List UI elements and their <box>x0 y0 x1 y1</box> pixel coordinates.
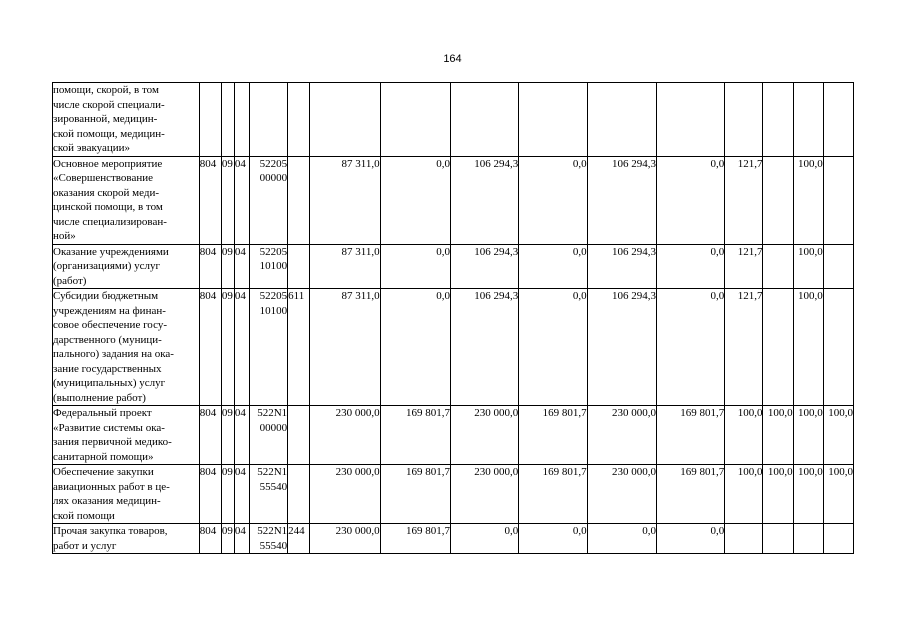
cell-rz: 09 <box>221 465 234 524</box>
cell-plan-2021: 106 294,3 <box>587 289 656 406</box>
name-line: оказания скорой меди- <box>53 186 160 199</box>
cell-pct-1: 100,0 <box>725 406 763 465</box>
cs-part: 522N1 <box>257 407 288 419</box>
cs-part: 00000 <box>259 172 288 184</box>
cell-grbs: 804 <box>199 406 221 465</box>
cs-part: 52205 <box>259 290 288 302</box>
cell-pct-1: 121,7 <box>725 156 763 244</box>
cell-rz <box>221 83 234 157</box>
cell-fed-plan-2020: 0,0 <box>519 244 587 289</box>
cell-cs <box>249 524 287 554</box>
name-line: помощи, скорой, в том <box>53 84 159 96</box>
name-line: зания первичной медико- <box>53 436 172 448</box>
cell-rz: 09 <box>221 244 234 289</box>
cell-plan-2019: 230 000,0 <box>310 524 380 554</box>
cell-pct-4: 100,0 <box>823 406 853 465</box>
cell-cs <box>249 244 287 289</box>
cell-fed-plan-2020: 0,0 <box>519 524 587 554</box>
cell-rz: 09 <box>221 406 234 465</box>
name-line: ской эвакуации» <box>53 142 131 154</box>
cell-vr <box>288 83 310 157</box>
cell-rz: 09 <box>221 289 234 406</box>
cell-pct-3 <box>793 83 823 157</box>
cell-pct-2 <box>763 289 793 406</box>
cell-pct-4 <box>823 83 853 157</box>
cell-pct-3: 100,0 <box>793 289 823 406</box>
cell-name <box>53 406 200 465</box>
cell-cs <box>249 83 287 157</box>
cell-grbs: 804 <box>199 465 221 524</box>
name-line: ской помощи <box>53 509 115 522</box>
cs-part: 10100 <box>259 304 288 317</box>
cell-plan-2020: 106 294,3 <box>450 156 518 244</box>
name-line: (организациями) услуг <box>53 260 161 272</box>
cell-grbs: 804 <box>199 244 221 289</box>
cell-plan-2020: 230 000,0 <box>450 465 518 524</box>
cell-pr: 04 <box>234 289 249 406</box>
cell-cs <box>249 156 287 244</box>
cs-part: 522N1 <box>257 525 288 537</box>
cs-part: 00000 <box>259 421 288 434</box>
cell-fed-plan-2021 <box>656 83 724 157</box>
cell-plan-2019: 87 311,0 <box>310 244 380 289</box>
name-line: пального) задания на ока- <box>53 348 174 360</box>
cell-vr: 611 <box>288 289 310 406</box>
cell-pct-2 <box>763 156 793 244</box>
cell-plan-2020: 230 000,0 <box>450 406 518 465</box>
cs-part: 55540 <box>259 480 288 493</box>
name-line: ной» <box>53 230 76 242</box>
cell-fed-plan-2020 <box>519 83 587 157</box>
cell-pct-2 <box>763 83 793 157</box>
name-line: Оказание учреждениями <box>53 245 169 258</box>
cell-plan-2020: 106 294,3 <box>450 289 518 406</box>
cell-pct-4 <box>823 289 853 406</box>
cell-pct-1: 121,7 <box>725 289 763 406</box>
name-line: (муниципальных) услуг <box>53 377 166 389</box>
table-row <box>53 156 854 244</box>
name-line: (работ) <box>53 274 87 287</box>
name-line: работ и услуг <box>53 539 117 552</box>
cell-pr: 04 <box>234 465 249 524</box>
cell-pct-3 <box>793 524 823 554</box>
cell-plan-2021: 230 000,0 <box>587 406 656 465</box>
table-row <box>53 465 854 524</box>
cell-fed-plan-2020: 169 801,7 <box>519 465 587 524</box>
cell-name <box>53 83 200 157</box>
cell-vr: 244 <box>288 524 310 554</box>
name-line: цинской помощи, в том <box>53 201 163 213</box>
name-line: дарственного (муници- <box>53 333 162 346</box>
cell-pr: 04 <box>234 524 249 554</box>
cell-plan-2021 <box>587 83 656 157</box>
cell-vr <box>288 156 310 244</box>
cell-fed-plan-2021: 0,0 <box>656 289 724 406</box>
cell-pct-3: 100,0 <box>793 156 823 244</box>
cell-cs <box>249 465 287 524</box>
cell-pct-1 <box>725 83 763 157</box>
cell-pct-1 <box>725 524 763 554</box>
cell-fed-plan-2020: 0,0 <box>519 289 587 406</box>
table-row <box>53 524 854 554</box>
page-number: 164 <box>443 53 462 65</box>
cell-fed-plan-2021: 169 801,7 <box>656 465 724 524</box>
cell-plan-2021: 106 294,3 <box>587 244 656 289</box>
name-line: лях оказания медицин- <box>53 495 161 507</box>
cell-plan-2021: 0,0 <box>587 524 656 554</box>
cell-name <box>53 244 200 289</box>
cell-pr <box>234 83 249 157</box>
cell-pct-4: 100,0 <box>823 465 853 524</box>
cell-pct-4 <box>823 156 853 244</box>
cell-grbs: 804 <box>199 524 221 554</box>
name-line: Обеспечение закупки <box>53 466 154 478</box>
table-row <box>53 244 854 289</box>
cell-rz: 09 <box>221 156 234 244</box>
name-line: ской помощи, медицин- <box>53 127 165 140</box>
cell-cs <box>249 289 287 406</box>
table-body <box>53 83 854 554</box>
name-line: (выполнение работ) <box>53 391 146 404</box>
budget-table <box>52 82 854 554</box>
cell-grbs: 804 <box>199 289 221 406</box>
name-line: числе специализирован- <box>53 215 167 228</box>
name-line: зированной, медицин- <box>53 113 158 125</box>
cs-part: 10100 <box>259 260 288 272</box>
cell-plan-2021: 106 294,3 <box>587 156 656 244</box>
cell-plan-2021: 230 000,0 <box>587 465 656 524</box>
cell-pct-2: 100,0 <box>763 465 793 524</box>
cell-fed-plan-2019: 169 801,7 <box>380 524 450 554</box>
cell-pct-1: 100,0 <box>725 465 763 524</box>
cell-fed-plan-2019: 169 801,7 <box>380 406 450 465</box>
cell-fed-plan-2019: 0,0 <box>380 289 450 406</box>
cell-grbs <box>199 83 221 157</box>
cell-name <box>53 524 200 554</box>
cell-grbs: 804 <box>199 156 221 244</box>
name-line: Субсидии бюджетным <box>53 290 159 302</box>
table-row <box>53 83 854 157</box>
cell-fed-plan-2021: 0,0 <box>656 524 724 554</box>
cell-pr: 04 <box>234 244 249 289</box>
cell-name <box>53 156 200 244</box>
cell-plan-2019: 230 000,0 <box>310 465 380 524</box>
cell-name <box>53 289 200 406</box>
name-line: Прочая закупка товаров, <box>53 525 168 537</box>
name-line: зание государственных <box>53 362 162 375</box>
name-line: Основное мероприятие <box>53 157 163 170</box>
cell-fed-plan-2021: 0,0 <box>656 156 724 244</box>
cell-plan-2019: 87 311,0 <box>310 156 380 244</box>
cell-pct-2: 100,0 <box>763 406 793 465</box>
table-row <box>53 406 854 465</box>
cell-pct-2 <box>763 244 793 289</box>
cell-plan-2019: 87 311,0 <box>310 289 380 406</box>
cell-pct-2 <box>763 524 793 554</box>
cell-plan-2020: 106 294,3 <box>450 244 518 289</box>
cell-pr: 04 <box>234 156 249 244</box>
cell-rz: 09 <box>221 524 234 554</box>
name-line: авиационных работ в це- <box>53 480 170 493</box>
cell-pct-3: 100,0 <box>793 244 823 289</box>
cs-part: 52205 <box>259 157 288 170</box>
cell-plan-2020: 0,0 <box>450 524 518 554</box>
cell-pct-3: 100,0 <box>793 465 823 524</box>
name-line: совое обеспечение госу- <box>53 319 167 331</box>
cell-plan-2020 <box>450 83 518 157</box>
cell-fed-plan-2019: 0,0 <box>380 244 450 289</box>
cell-name <box>53 465 200 524</box>
name-line: «Совершенствование <box>53 172 153 184</box>
cell-fed-plan-2021: 169 801,7 <box>656 406 724 465</box>
cell-cs <box>249 406 287 465</box>
cell-pct-3: 100,0 <box>793 406 823 465</box>
cell-fed-plan-2019: 169 801,7 <box>380 465 450 524</box>
name-line: санитарной помощи» <box>53 450 154 463</box>
name-line: учреждениям на финан- <box>53 304 166 317</box>
name-line: «Развитие системы ока- <box>53 421 165 434</box>
cs-part: 52205 <box>259 245 288 258</box>
cell-fed-plan-2021: 0,0 <box>656 244 724 289</box>
cell-plan-2019: 230 000,0 <box>310 406 380 465</box>
cs-part: 522N1 <box>257 466 288 478</box>
cell-pct-4 <box>823 244 853 289</box>
cell-pct-4 <box>823 524 853 554</box>
cell-fed-plan-2020: 0,0 <box>519 156 587 244</box>
name-line: числе скорой специали- <box>53 98 165 111</box>
cell-pct-1: 121,7 <box>725 244 763 289</box>
table-row <box>53 289 854 406</box>
cell-vr <box>288 244 310 289</box>
name-line: Федеральный проект <box>53 407 152 419</box>
cell-pr: 04 <box>234 406 249 465</box>
cs-part: 55540 <box>259 539 288 552</box>
cell-vr <box>288 465 310 524</box>
cell-fed-plan-2019: 0,0 <box>380 156 450 244</box>
cell-plan-2019 <box>310 83 380 157</box>
cell-fed-plan-2019 <box>380 83 450 157</box>
cell-fed-plan-2020: 169 801,7 <box>519 406 587 465</box>
cell-vr <box>288 406 310 465</box>
